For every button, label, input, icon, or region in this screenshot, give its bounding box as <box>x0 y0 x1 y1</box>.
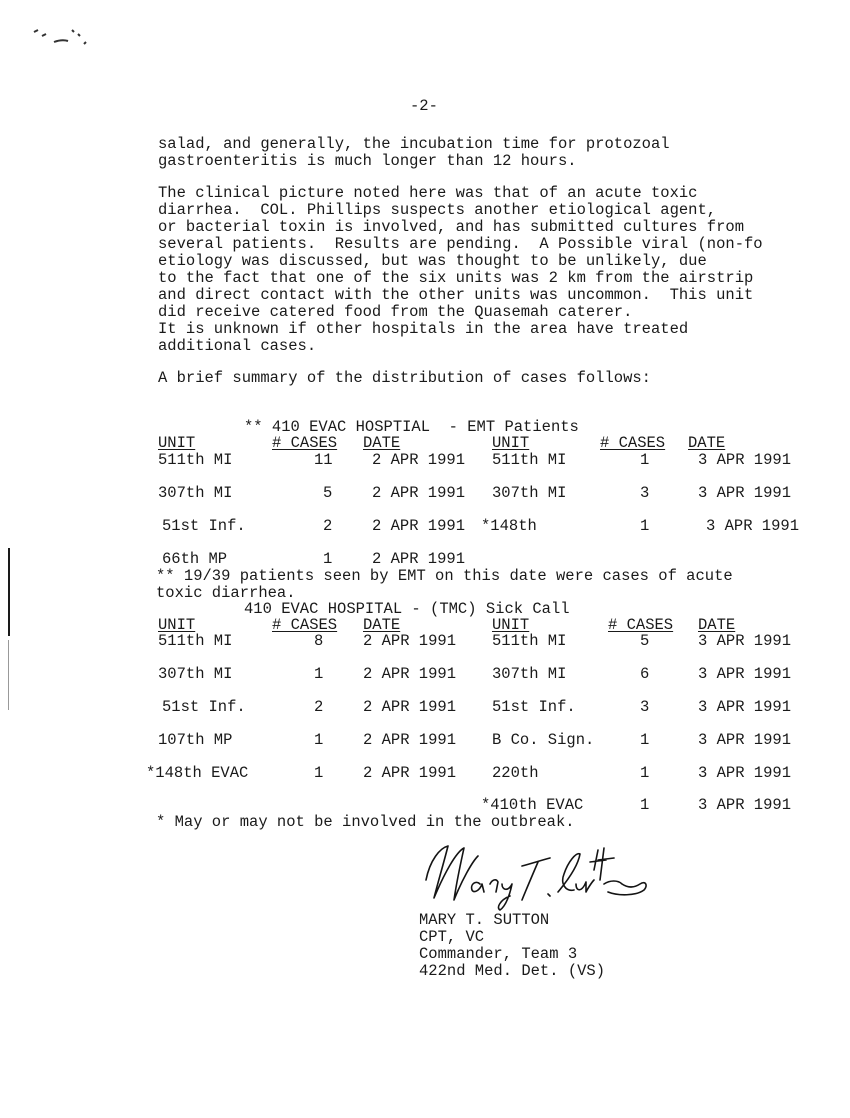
margin-line-faint <box>8 640 9 710</box>
table-cell-cases: 1 <box>314 764 324 782</box>
table2-header-date-right: DATE <box>698 616 736 634</box>
table2-footnote: * May or may not be involved in the outbreak. <box>156 813 575 831</box>
table-cell-cases: 6 <box>640 665 650 683</box>
table2-header-unit-left: UNIT <box>158 616 196 634</box>
table-cell-cases: 1 <box>640 451 650 469</box>
body-line: A brief summary of the distribution of cases follows: <box>158 369 651 387</box>
table-cell-date: 2 APR 1991 <box>363 731 457 749</box>
table-cell-unit: 307th MI <box>492 484 567 502</box>
table1-footnote: toxic diarrhea. <box>156 584 296 602</box>
table-cell-date: 2 APR 1991 <box>372 550 466 568</box>
table2-title: 410 EVAC HOSPITAL - (TMC) Sick Call <box>244 600 570 618</box>
table-cell-cases: 1 <box>314 731 324 749</box>
table-cell-unit: 51st Inf. <box>492 698 576 716</box>
table-cell-date: 3 APR 1991 <box>706 517 800 535</box>
handwritten-signature <box>418 840 653 912</box>
body-line: It is unknown if other hospitals in the area have treated <box>158 320 689 338</box>
table1-header-cases-right: # CASES <box>600 434 666 452</box>
table-cell-unit: 511th MI <box>158 632 233 650</box>
table-cell-date: 3 APR 1991 <box>698 632 792 650</box>
table1-header-cases-left: # CASES <box>272 434 338 452</box>
table-cell-cases: 1 <box>640 517 650 535</box>
body-line: and direct contact with the other units was uncommon. This unit <box>158 286 754 304</box>
table-cell-date: 2 APR 1991 <box>363 665 457 683</box>
table1-header-unit-left: UNIT <box>158 434 196 452</box>
signature-rank: CPT, VC <box>419 928 485 946</box>
table-cell-unit: 51st Inf. <box>162 698 246 716</box>
table-cell-unit: 107th MP <box>158 731 233 749</box>
table-cell-cases: 1 <box>314 665 324 683</box>
table-cell-cases: 1 <box>323 550 333 568</box>
table-cell-date: 3 APR 1991 <box>698 731 792 749</box>
scan-smudge-mark <box>28 22 108 52</box>
table-cell-unit: 511th MI <box>492 632 567 650</box>
table2-header-cases-right: # CASES <box>608 616 674 634</box>
signature-title: Commander, Team 3 <box>419 945 578 963</box>
table-cell-date: 3 APR 1991 <box>698 764 792 782</box>
table-cell-date: 2 APR 1991 <box>372 451 466 469</box>
table-cell-cases: 1 <box>640 796 650 814</box>
body-line: additional cases. <box>158 337 317 355</box>
margin-line <box>8 548 10 636</box>
table-cell-unit: *410th EVAC <box>481 796 584 814</box>
table-cell-unit: *148th EVAC <box>146 764 249 782</box>
table-cell-unit: 307th MI <box>492 665 567 683</box>
table-cell-cases: 5 <box>640 632 650 650</box>
table-cell-cases: 1 <box>640 764 650 782</box>
body-line: to the fact that one of the six units was 2 km from the airstrip <box>158 269 754 287</box>
table1-header-date-left: DATE <box>363 434 401 452</box>
table-cell-cases: 5 <box>323 484 333 502</box>
table2-header-unit-right: UNIT <box>492 616 530 634</box>
table-cell-date: 3 APR 1991 <box>698 698 792 716</box>
body-line: The clinical picture noted here was that of an acute toxic <box>158 184 698 202</box>
table-cell-unit: 307th MI <box>158 665 233 683</box>
table1-header-date-right: DATE <box>688 434 726 452</box>
table-cell-unit: 220th <box>492 764 539 782</box>
body-line: or bacterial toxin is involved, and has submitted cultures from <box>158 218 744 236</box>
table-cell-cases: 3 <box>640 484 650 502</box>
body-line: gastroenteritis is much longer than 12 hours. <box>158 152 577 170</box>
table2-header-date-left: DATE <box>363 616 401 634</box>
table-cell-date: 2 APR 1991 <box>363 632 457 650</box>
table-cell-cases: 3 <box>640 698 650 716</box>
table-cell-date: 3 APR 1991 <box>698 451 792 469</box>
body-line: diarrhea. COL. Phillips suspects another etiological agent, <box>158 201 717 219</box>
table2-header-cases-left: # CASES <box>272 616 338 634</box>
table-cell-date: 2 APR 1991 <box>372 517 466 535</box>
table-cell-unit: 307th MI <box>158 484 233 502</box>
table1-footnote: ** 19/39 patients seen by EMT on this date were cases of acute <box>156 567 733 585</box>
table-cell-unit: 66th MP <box>162 550 228 568</box>
table-cell-date: 2 APR 1991 <box>372 484 466 502</box>
body-line: etiology was discussed, but was thought to be unlikely, due <box>158 252 707 270</box>
table-cell-unit: B Co. Sign. <box>492 731 595 749</box>
table1-header-unit-right: UNIT <box>492 434 530 452</box>
body-line: several patients. Results are pending. A Possible viral (non-fo <box>158 235 763 253</box>
table-cell-date: 3 APR 1991 <box>698 796 792 814</box>
signature-name: MARY T. SUTTON <box>419 911 550 929</box>
body-line: did receive catered food from the Quasemah caterer. <box>158 303 633 321</box>
signature-unit: 422nd Med. Det. (VS) <box>419 962 606 980</box>
table1-title: ** 410 EVAC HOSPTIAL - EMT Patients <box>244 418 579 436</box>
table-cell-unit: 511th MI <box>158 451 233 469</box>
page-number: -2- <box>410 97 438 115</box>
table-cell-unit: 51st Inf. <box>162 517 246 535</box>
table-cell-date: 3 APR 1991 <box>698 484 792 502</box>
table-cell-cases: 2 <box>314 698 324 716</box>
table-cell-cases: 8 <box>314 632 324 650</box>
table-cell-date: 2 APR 1991 <box>363 698 457 716</box>
table-cell-cases: 2 <box>323 517 333 535</box>
body-line: salad, and generally, the incubation time for protozoal <box>158 135 670 153</box>
table-cell-cases: 1 <box>640 731 650 749</box>
table-cell-cases: 11 <box>314 451 333 469</box>
table-cell-unit: *148th <box>481 517 537 535</box>
table-cell-date: 2 APR 1991 <box>363 764 457 782</box>
table-cell-date: 3 APR 1991 <box>698 665 792 683</box>
table-cell-unit: 511th MI <box>492 451 567 469</box>
